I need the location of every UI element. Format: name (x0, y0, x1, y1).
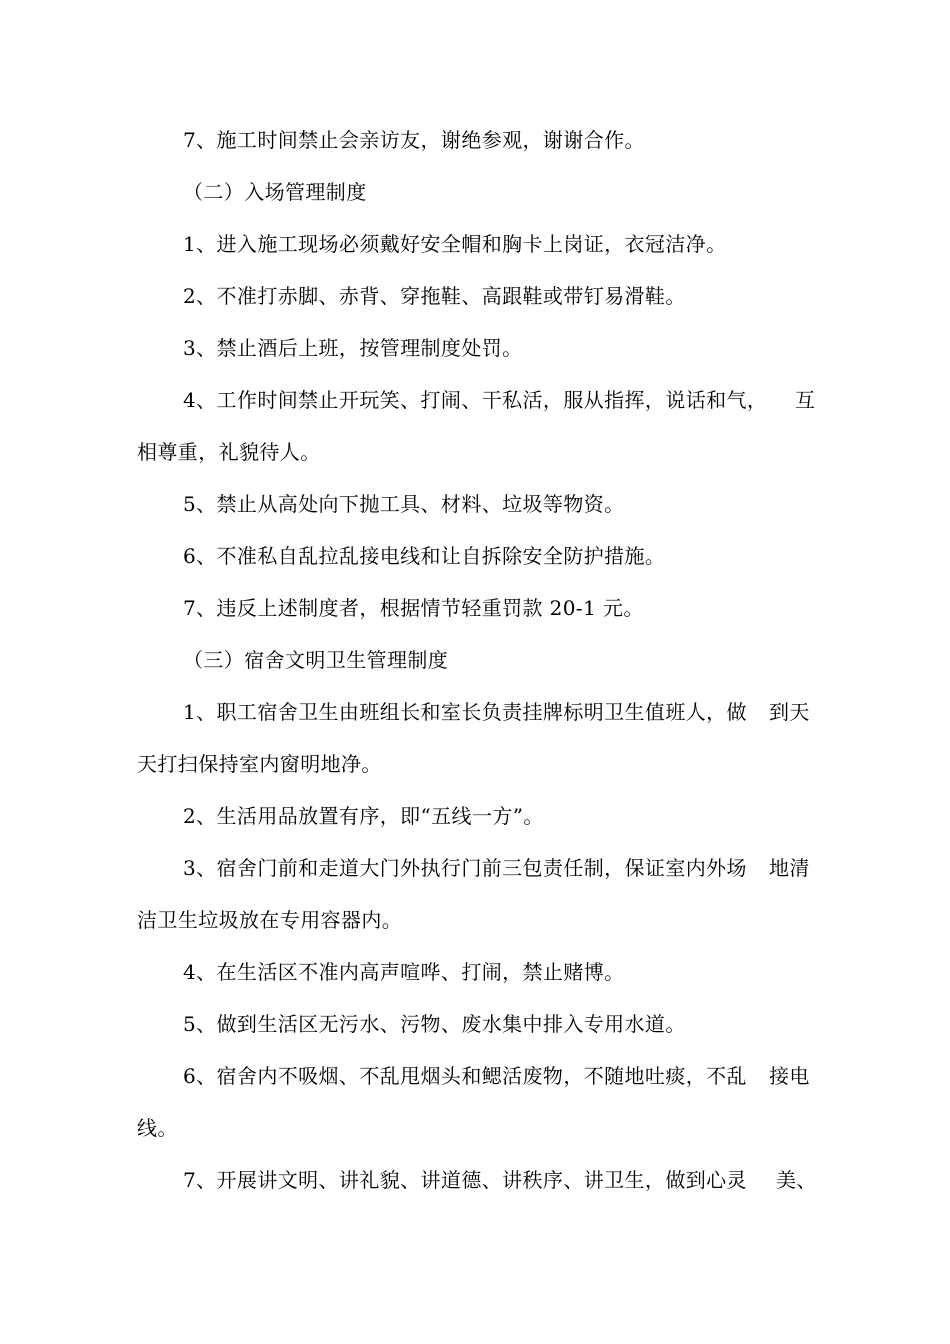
paragraph-line: 6、宿舍内不吸烟、不乱甩烟头和鳃活废物，不随地吐痰，不乱 (183, 1064, 747, 1088)
paragraph-line: 5、禁止从高处向下抛工具、材料、垃圾等物资。 (183, 492, 625, 516)
section-heading: （二）入场管理制度 (183, 180, 367, 204)
paragraph-continuation: 天打扫保持室内窗明地净。 (137, 752, 382, 776)
paragraph-line-tail: 互 (795, 388, 816, 412)
paragraph-line: 1、职工宿舍卫生由班组长和室长负责挂牌标明卫生值班人，做 (183, 700, 747, 724)
paragraph-line: 6、不准私自乱拉乱接电线和让自拆除安全防护措施。 (183, 544, 666, 568)
paragraph-line: 2、生活用品放置有序，即“五线一方”。 (183, 804, 544, 828)
paragraph-line-tail: 接电 (769, 1064, 810, 1088)
paragraph-line: 5、做到生活区无污水、污物、废水集中排入专用水道。 (183, 1012, 686, 1036)
paragraph-line: 1、进入施工现场必须戴好安全帽和胸卡上岗证，衣冠洁净。 (183, 232, 727, 256)
section-heading: （三）宿舍文明卫生管理制度 (183, 648, 449, 672)
paragraph-line-tail: 美、 (776, 1168, 817, 1192)
paragraph-line: 7、施工时间禁止会亲访友，谢绝参观，谢谢合作。 (183, 128, 645, 152)
paragraph-line-tail: 地清 (769, 856, 810, 880)
paragraph-line: 4、工作时间禁止开玩笑、打闹、干私活，服从指挥，说话和气， (183, 388, 768, 412)
paragraph-continuation: 洁卫生垃圾放在专用容器内。 (137, 908, 403, 932)
paragraph-continuation: 线。 (137, 1116, 178, 1140)
paragraph-continuation: 相尊重，礼貌待人。 (137, 440, 321, 464)
paragraph-line: 7、违反上述制度者，根据情节轻重罚款 20-1 元。 (183, 596, 644, 620)
paragraph-line: 3、禁止酒后上班，按管理制度处罚。 (183, 336, 523, 360)
paragraph-line: 4、在生活区不准内高声喧哗、打闹，禁止赌博。 (183, 960, 625, 984)
paragraph-line: 7、开展讲文明、讲礼貌、讲道德、讲秩序、讲卫生，做到心灵 (183, 1168, 747, 1192)
paragraph-line-tail: 到天 (769, 700, 810, 724)
paragraph-line: 2、不准打赤脚、赤背、穿拖鞋、高跟鞋或带钉易滑鞋。 (183, 284, 686, 308)
paragraph-line: 3、宿舍门前和走道大门外执行门前三包责任制，保证室内外场 (183, 856, 747, 880)
